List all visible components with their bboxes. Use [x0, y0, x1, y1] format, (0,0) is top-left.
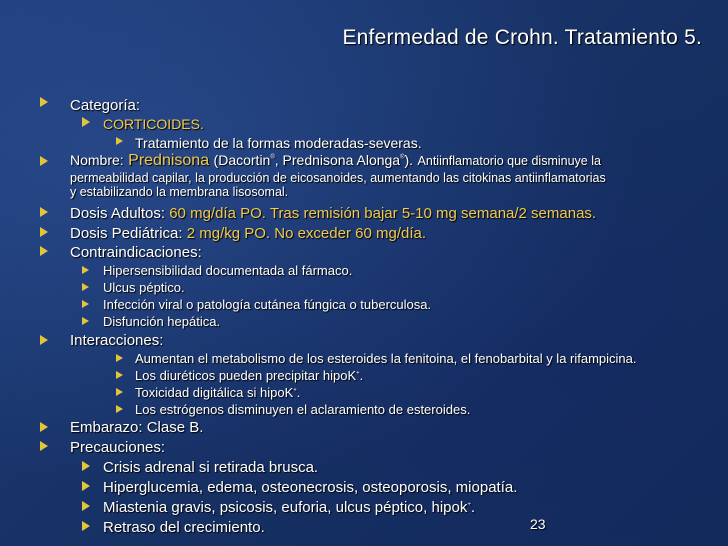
precaucion-item: Crisis adrenal si retirada brusca.: [103, 459, 319, 476]
bullet-icon: [82, 521, 90, 531]
bullet-icon: [82, 266, 89, 274]
contraindicacion-item: Hipersensibilidad documentada al fármaco.: [103, 263, 353, 278]
superscript-plus: +: [356, 370, 360, 377]
page-number: 23: [530, 516, 546, 532]
nombre-label: Nombre:: [70, 152, 124, 168]
nombre-desc-2: permeabilidad capilar, la producción de eicosanoides, aumentando las citokinas antiinflamatorias: [70, 171, 606, 185]
superscript-plus: +: [293, 387, 297, 394]
bullet-icon: [116, 405, 123, 413]
bullet-icon: [82, 317, 89, 325]
bullet-icon: [40, 246, 48, 256]
bullet-icon: [116, 137, 123, 145]
brand-1: (Dacortin: [213, 152, 271, 168]
interacciones-label: Interacciones:: [70, 332, 164, 349]
embarazo-text: Embarazo: Clase B.: [70, 419, 204, 436]
categoria-sub: Tratamiento de la formas moderadas-severas.: [135, 135, 422, 151]
bullet-icon: [116, 388, 123, 396]
dosis-pediatrica-line: [70, 226, 426, 241]
precaucion-item: Retraso del crecimiento.: [103, 519, 265, 536]
dosis-adultos-label: Dosis Adultos:: [70, 205, 166, 222]
slide-title: Enfermedad de Crohn. Tratamiento 5.: [342, 26, 702, 49]
superscript-plus: +: [467, 502, 471, 508]
bullet-icon: [40, 227, 48, 237]
bullet-icon: [40, 335, 48, 345]
nombre-line: [70, 153, 601, 169]
bullet-icon: [116, 354, 123, 362]
bullet-icon: [40, 156, 48, 166]
precauciones-label: Precauciones:: [70, 439, 166, 456]
categoria-label: Categoría:: [70, 97, 141, 114]
bullet-icon: [82, 300, 89, 308]
dosis-adultos-line: [70, 206, 596, 221]
interaccion-item: Los diuréticos pueden precipitar hipoK+.: [135, 368, 364, 383]
brand-2: , Prednisona Alonga: [274, 152, 401, 168]
dosis-adultos-value: 60 mg/día PO. Tras remisión bajar 5-10 mg semana/2 semanas.: [169, 205, 597, 222]
bullet-icon: [40, 207, 48, 217]
drug-name: Prednisona: [128, 152, 210, 169]
bullet-icon: [82, 117, 90, 127]
registered-mark: ®: [270, 154, 275, 161]
nombre-desc-3: y estabilizando la membrana lisosomal.: [70, 185, 289, 199]
nombre-desc-1: Antiinflamatorio que disminuye la: [417, 154, 601, 168]
bullet-icon: [40, 422, 48, 432]
bullet-icon: [82, 461, 90, 471]
bullet-icon: [40, 97, 48, 107]
bullet-icon: [82, 481, 90, 491]
dosis-pediatrica-value: 2 mg/kg PO. No exceder 60 mg/día.: [186, 225, 427, 242]
contraindicacion-item: Disfunción hepática.: [103, 314, 221, 329]
brand-close: ).: [404, 152, 414, 168]
bullet-icon: [82, 501, 90, 511]
precaucion-item: Hiperglucemia, edema, osteonecrosis, osteoporosis, miopatía.: [103, 479, 518, 496]
interaccion-item: Aumentan el metabolismo de los esteroides la fenitoina, el fenobarbital y la rifampicina.: [135, 351, 637, 366]
contraindicacion-item: Ulcus péptico.: [103, 280, 185, 295]
precaucion-item: Miastenia gravis, psicosis, euforia, ulcus péptico, hipok+.: [103, 499, 476, 516]
interaccion-item: Toxicidad digitálica si hipoK+.: [135, 385, 301, 400]
dosis-pediatrica-label: Dosis Pediátrica:: [70, 225, 183, 242]
contraindicaciones-label: Contraindicaciones:: [70, 244, 202, 261]
contraindicacion-item: Infección viral o patología cutánea fúngica o tuberculosa.: [103, 297, 432, 312]
bullet-icon: [82, 283, 89, 291]
bullet-icon: [40, 441, 48, 451]
interaccion-item: Los estrógenos disminuyen el aclaramiento de esteroides.: [135, 402, 471, 417]
registered-mark: ®: [400, 154, 405, 161]
bullet-icon: [116, 371, 123, 379]
categoria-value: CORTICOIDES.: [103, 116, 204, 132]
